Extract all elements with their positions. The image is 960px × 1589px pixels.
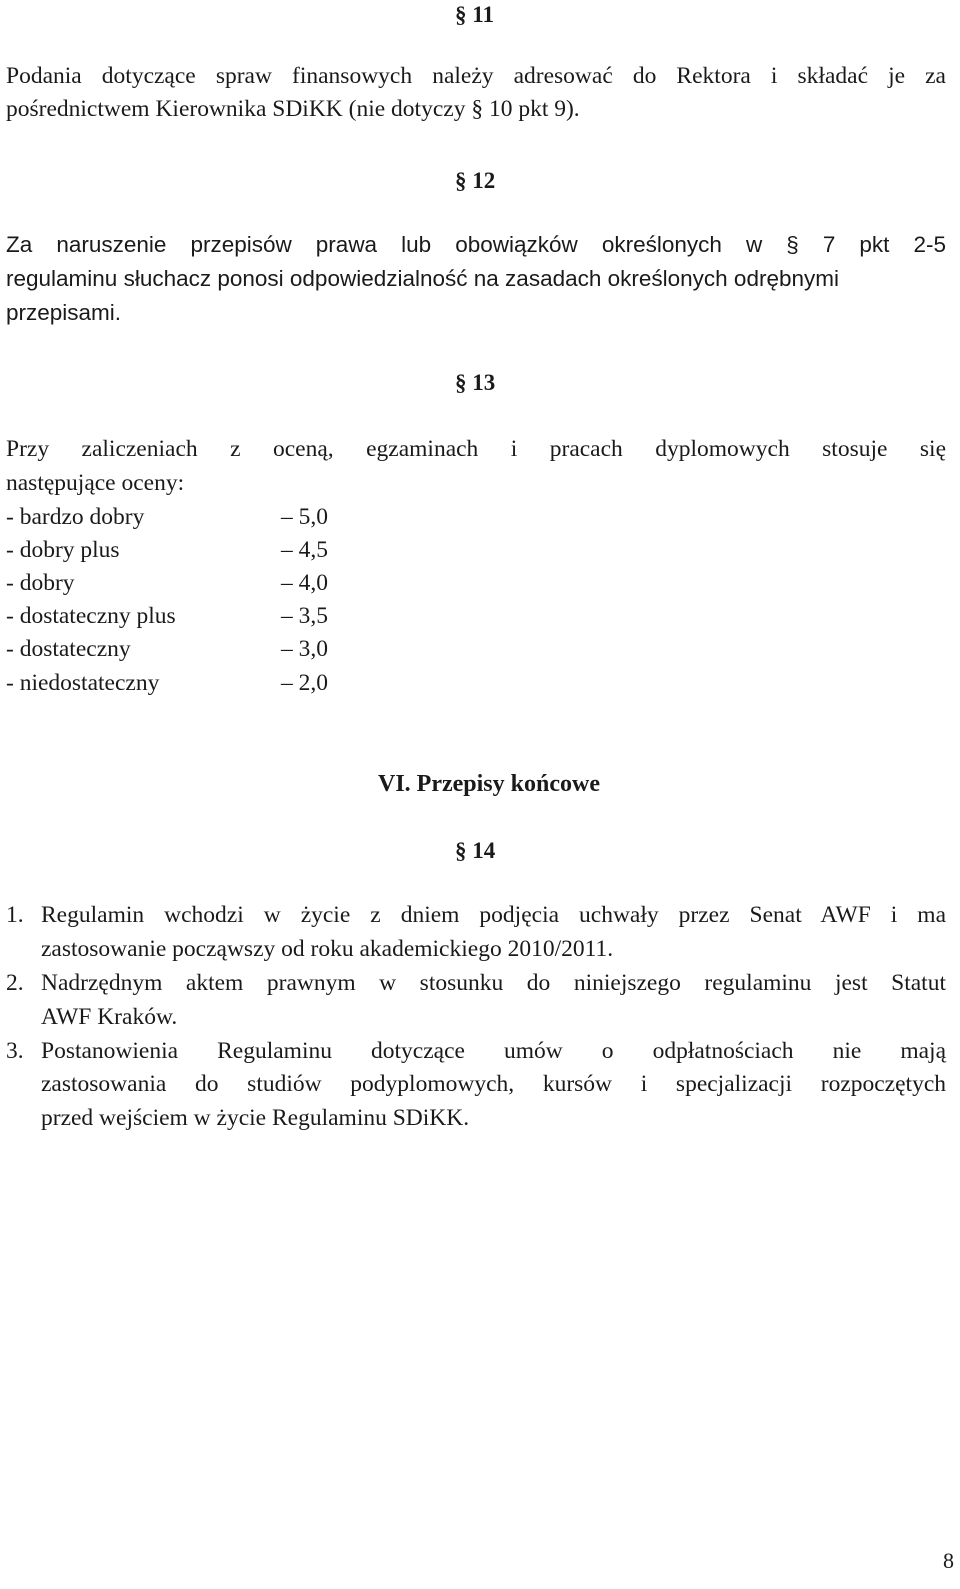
- grade-value: – 5,0: [281, 504, 328, 530]
- list-item-line: zastosowania do studiów podyplomowych, kursów i specjalizacji rozpoczętych: [41, 1071, 946, 1097]
- list-item-line: Postanowienia Regulaminu dotyczące umów o odpłatnościach nie mają: [41, 1038, 946, 1064]
- section-11-heading: § 11: [455, 2, 494, 27]
- grade-label: - dobry: [6, 570, 75, 596]
- chapter-heading: VI. Przepisy końcowe: [378, 771, 600, 797]
- grade-value: – 4,5: [281, 537, 328, 563]
- list-item-line: AWF Kraków.: [41, 1004, 178, 1030]
- grade-label: - dostateczny plus: [6, 603, 176, 629]
- page-number: 8: [943, 1548, 954, 1573]
- grade-value: – 3,0: [281, 636, 328, 662]
- section-12-line-1: Za naruszenie przepisów prawa lub obowiązków określonych w § 7 pkt 2-5: [6, 232, 946, 257]
- section-12-heading: § 12: [455, 168, 496, 193]
- list-item-line: Regulamin wchodzi w życie z dniem podjęcia uchwały przez Senat AWF i ma: [41, 902, 946, 928]
- list-item-line: przed wejściem w życie Regulaminu SDiKK.: [41, 1105, 470, 1131]
- list-item-number: 3.: [6, 1038, 24, 1064]
- section-12-line-2: regulaminu słuchacz ponosi odpowiedzialność na zasadach określonych odrębnymi: [6, 266, 839, 291]
- section-11-line-2: pośrednictwem Kierownika SDiKK (nie dotyczy § 10 pkt 9).: [6, 96, 580, 122]
- grade-value: – 4,0: [281, 570, 328, 596]
- grade-label: - niedostateczny: [6, 670, 160, 696]
- section-13-line-2: następujące oceny:: [6, 470, 185, 496]
- list-item-number: 1.: [6, 902, 24, 928]
- grade-label: - dostateczny: [6, 636, 131, 662]
- section-14-heading: § 14: [455, 838, 496, 863]
- list-item-line: zastosowanie począwszy od roku akademickiego 2010/2011.: [41, 936, 614, 962]
- list-item-line: Nadrzędnym aktem prawnym w stosunku do niniejszego regulaminu jest Statut: [41, 970, 946, 996]
- section-13-line-1: Przy zaliczeniach z oceną, egzaminach i pracach dyplomowych stosuje się: [6, 436, 946, 462]
- section-11-line-1: Podania dotyczące spraw finansowych należy adresować do Rektora i składać je za: [6, 63, 946, 89]
- section-12-line-3: przepisami.: [6, 300, 122, 325]
- list-item-number: 2.: [6, 970, 24, 996]
- grade-value: – 2,0: [281, 670, 328, 696]
- section-13-heading: § 13: [455, 370, 496, 395]
- grade-label: - dobry plus: [6, 537, 120, 563]
- grade-label: - bardzo dobry: [6, 504, 145, 530]
- grade-value: – 3,5: [281, 603, 328, 629]
